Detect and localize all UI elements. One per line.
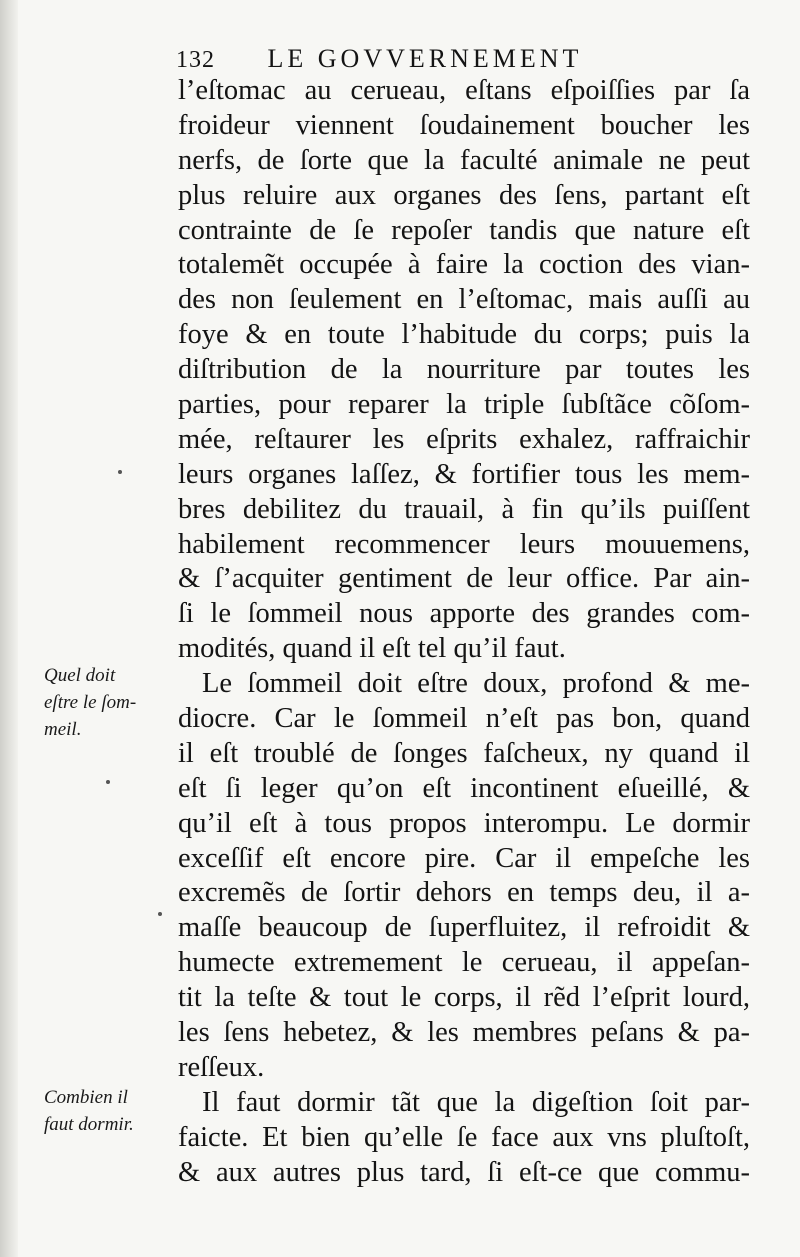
- body-text: [178, 74, 750, 1191]
- text-line: humecte extremement le cerueau, il appeſan-: [178, 947, 750, 979]
- text-line: excremẽs de ſortir dehors en temps deu, il a-: [178, 877, 750, 909]
- text-line: bres debilitez du trauail, à fin qu’ils puiſſent: [178, 493, 750, 525]
- text-line: reſſeux.: [178, 1051, 265, 1083]
- page-number: 132: [176, 47, 215, 73]
- text-line: maſſe beaucoup de ſuperfluitez, il refroidit &: [178, 912, 750, 944]
- margin-note-line: Quel doit: [44, 665, 116, 686]
- page-edge: [0, 0, 18, 1257]
- text-line: parties, pour reparer la triple ſubſtãce cõſom-: [178, 389, 750, 421]
- text-line: eſt ſi leger qu’on eſt incontinent eſueillé, &: [178, 772, 750, 804]
- text-line: plus reluire aux organes des ſens, partant eſt: [178, 179, 750, 211]
- text-line: diocre. Car le ſommeil n’eſt pas bon, quand: [178, 703, 750, 735]
- margin-note-quel-doit: [44, 662, 176, 743]
- text-line: Il faut dormir tãt que la digeſtion ſoit par-: [202, 1086, 750, 1118]
- text-line: froideur viennent ſoudainement boucher les: [178, 109, 750, 141]
- text-line: totalemẽt occupée à faire la coction des vian-: [178, 249, 750, 281]
- text-line: foye & en toute l’habitude du corps; puis la: [178, 319, 750, 351]
- text-line: il eſt troublé de ſonges faſcheux, ny quand il: [178, 737, 750, 769]
- text-line: mée, reſtaurer les eſprits exhalez, raffraichir: [178, 423, 750, 455]
- text-line: habilement recommencer leurs mouuemens,: [178, 528, 750, 560]
- text-line: ſi le ſommeil nous apporte des grandes com-: [178, 598, 750, 630]
- text-line: leurs organes laſſez, & fortifier tous les mem-: [178, 458, 750, 490]
- text-line: faicte. Et bien qu’elle ſe face aux vns pluſtoſt,: [178, 1121, 750, 1153]
- text-line: & aux autres plus tard, ſi eſt-ce que commu-: [178, 1156, 750, 1188]
- text-line: contrainte de ſe repoſer tandis que nature eſt: [178, 214, 750, 246]
- margin-note-line: faut dormir.: [44, 1114, 134, 1135]
- text-line: diſtribution de la nourriture par toutes les: [178, 354, 750, 386]
- text-line: des non ſeulement en l’eſtomac, mais auſſi au: [178, 284, 750, 316]
- text-line: les ſens hebetez, & les membres peſans & pa-: [178, 1017, 750, 1049]
- text-line: & ſ’acquiter gentiment de leur office. Par ain-: [178, 563, 750, 595]
- text-line: nerfs, de ſorte que la faculté animale ne peut: [178, 144, 750, 176]
- text-line: modités, quand il eſt tel qu’il faut.: [178, 633, 566, 665]
- margin-note-line: eſtre le ſom-: [44, 692, 137, 713]
- text-line: qu’il eſt à tous propos interompu. Le dormir: [178, 807, 750, 839]
- margin-note-combien: [44, 1084, 176, 1138]
- ink-speck: [106, 780, 110, 784]
- text-line: Le ſommeil doit eſtre doux, profond & me-: [202, 668, 750, 700]
- running-header: [176, 44, 582, 74]
- text-line: tit la teſte & tout le corps, il rẽd l’eſprit lourd,: [178, 982, 750, 1014]
- ink-speck: [118, 470, 122, 474]
- text-line: l’eſtomac au cerueau, eſtans eſpoiſſies par ſa: [178, 75, 750, 106]
- running-title: LE GOVVERNEMENT: [267, 44, 583, 73]
- margin-note-line: meil.: [44, 719, 82, 740]
- ink-speck: [158, 912, 162, 916]
- text-line: exceſſif eſt encore pire. Car il empeſche les: [178, 842, 750, 874]
- margin-note-line: Combien il: [44, 1087, 128, 1108]
